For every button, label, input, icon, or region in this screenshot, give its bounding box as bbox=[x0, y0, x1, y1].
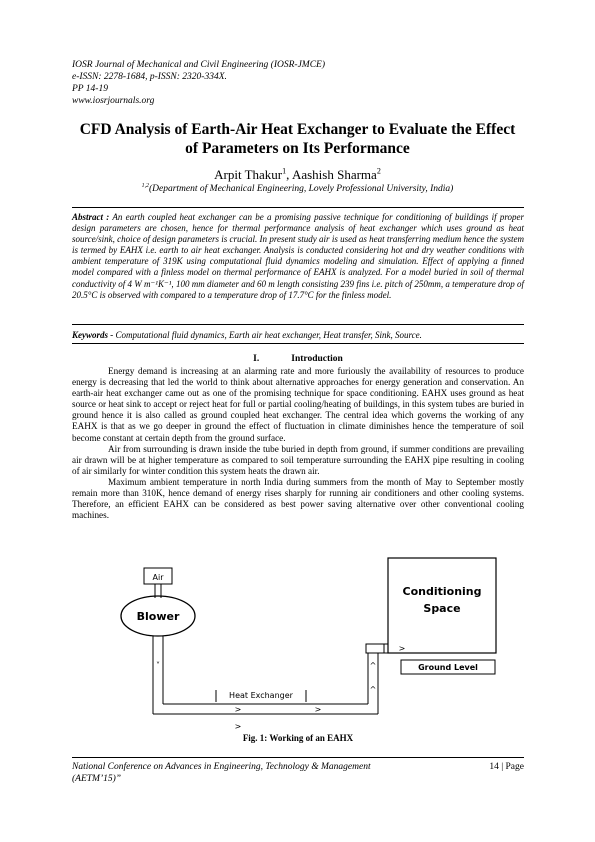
section-number: I. bbox=[253, 354, 260, 364]
abstract-bottom-rule bbox=[72, 324, 524, 325]
affiliation-text: (Department of Mechanical Engineering, Lovely Professional University, India) bbox=[148, 184, 454, 194]
pipe-junction bbox=[366, 644, 384, 653]
title-line-1: CFD Analysis of Earth-Air Heat Exchanger to Evaluate the Effect bbox=[79, 121, 516, 138]
space-label-line-1: Conditioning bbox=[402, 585, 482, 598]
author-list bbox=[60, 167, 535, 183]
space-label-line-2: Space bbox=[423, 602, 461, 615]
keywords bbox=[72, 330, 524, 340]
issn: e-ISSN: 2278-1684, p-ISSN: 2320-334X. bbox=[72, 72, 227, 82]
paragraph: Maximum ambient temperature in north India during summers from the month of May to September mostly remain more than 310K, hence demand of energy rises sharply for running air conditioners and other cooling systems. Therefore, an efficient EAHX can be considered as best power saving alternative over other conventional cooling machines. bbox=[72, 476, 524, 521]
down-arrow-icon: ˅ bbox=[156, 661, 160, 670]
conference-name: National Conference on Advances in Engineering, Technology & Management bbox=[72, 762, 371, 772]
right-arrow-icon: > bbox=[398, 644, 406, 653]
footer-rule bbox=[72, 757, 524, 758]
abstract bbox=[72, 212, 524, 301]
abstract-top-rule bbox=[72, 207, 524, 208]
journal-website: www.iosrjournals.org bbox=[72, 96, 155, 106]
affiliation bbox=[60, 184, 535, 194]
author-1: Arpit Thakur bbox=[214, 167, 283, 182]
up-arrow-icon: ^ bbox=[369, 685, 377, 694]
journal-header bbox=[72, 59, 325, 107]
right-arrow-icon: > bbox=[234, 705, 242, 714]
page-range: PP 14-19 bbox=[72, 84, 108, 94]
introduction-body bbox=[72, 366, 524, 521]
author-2-sup: 2 bbox=[376, 166, 381, 176]
page-footer bbox=[72, 761, 524, 785]
eahx-diagram bbox=[96, 550, 516, 735]
keywords-label: Keywords - bbox=[72, 330, 114, 340]
abstract-label: Abstract : bbox=[72, 212, 110, 222]
right-arrow-icon: > bbox=[314, 705, 322, 714]
section-heading bbox=[72, 354, 524, 364]
journal-name: IOSR Journal of Mechanical and Civil Engineering (IOSR-JMCE) bbox=[72, 60, 326, 70]
affiliation-sup: 1,2 bbox=[141, 182, 149, 189]
keywords-bottom-rule bbox=[72, 343, 524, 344]
paragraph: Energy demand is increasing at an alarming rate and more furiously the availability of resources to produce energy is decreasing that led the world to think about alternative approaches for energy generation and conservation. An earth-air heat exchanger came out as one of the promising technique for space conditioning. EAHX uses ground as heat source or heat sink to accept or reject heat for full or partial cooling/heating of buildings, in this system tubes are buried in ground hence it is also called as ground coupled heat exchanger. The central idea which governs the working of any EAHX is that as we go deeper in ground the effect of fluctuation in climate diminishes hence the temperature of soil become constant at certain depth from the ground surface. bbox=[72, 366, 524, 443]
author-2: Aashish Sharma bbox=[291, 167, 377, 182]
up-arrow-icon: ^ bbox=[369, 661, 377, 670]
conference-abbrev: (AETM’15)” bbox=[72, 774, 122, 784]
keywords-text: Computational fluid dynamics, Earth air heat exchanger, Heat transfer, Sink, Source. bbox=[115, 330, 422, 340]
page-number: 14 | Page bbox=[489, 762, 524, 772]
paragraph: Air from surrounding is drawn inside the tube buried in depth from ground, if summer conditions are prevailing air drawn will be at higher temperature as compared to soil temperature surrounding the EAHX pipe resulting in cooling of air similarly for winter condition this system heats the drawn air. bbox=[72, 443, 524, 476]
figure-caption: Fig. 1: Working of an EAHX bbox=[242, 733, 354, 743]
abstract-text: An earth coupled heat exchanger can be a promising passive technique for conditioning of buildings if proper design parameters are chosen, hence for thermal performance analysis of heat exchanger which uses ground as heat source/sink, choice of design parameters is crucial. In present study air is used as heat transferring medium hence the system is termed by EAHX i.e. earth to air heat exchanger. Analysis is conducted considering hot and dry weather conditions with ambient temperature of 319K using computational fluid dynamics modeling and simulation. Effect of applying a finned model compared with a finless model on thermal performance of EAHX is analyzed. For a model buried in soil of thermal conductivity of 4 W m⁻¹K⁻¹, 100 mm diameter and 60 m length consisting 239 fins i.e. pitch of 250mm, a temperature drop of 20.5°C is observed with compared to a temperature drop of 17.7°C for the finless model. bbox=[72, 212, 524, 300]
section-title: Introduction bbox=[291, 354, 343, 364]
ground-level-label: Ground Level bbox=[418, 663, 478, 672]
air-label: Air bbox=[152, 573, 164, 582]
heat-exchanger-label: Heat Exchanger bbox=[229, 691, 293, 700]
title-line-2: of Parameters on Its Performance bbox=[185, 140, 410, 157]
author-separator: , bbox=[286, 167, 292, 182]
right-arrow-icon: > bbox=[234, 722, 242, 731]
author-1-sup: 1 bbox=[282, 166, 287, 176]
blower-label: Blower bbox=[136, 610, 180, 623]
paper-title bbox=[60, 120, 535, 158]
